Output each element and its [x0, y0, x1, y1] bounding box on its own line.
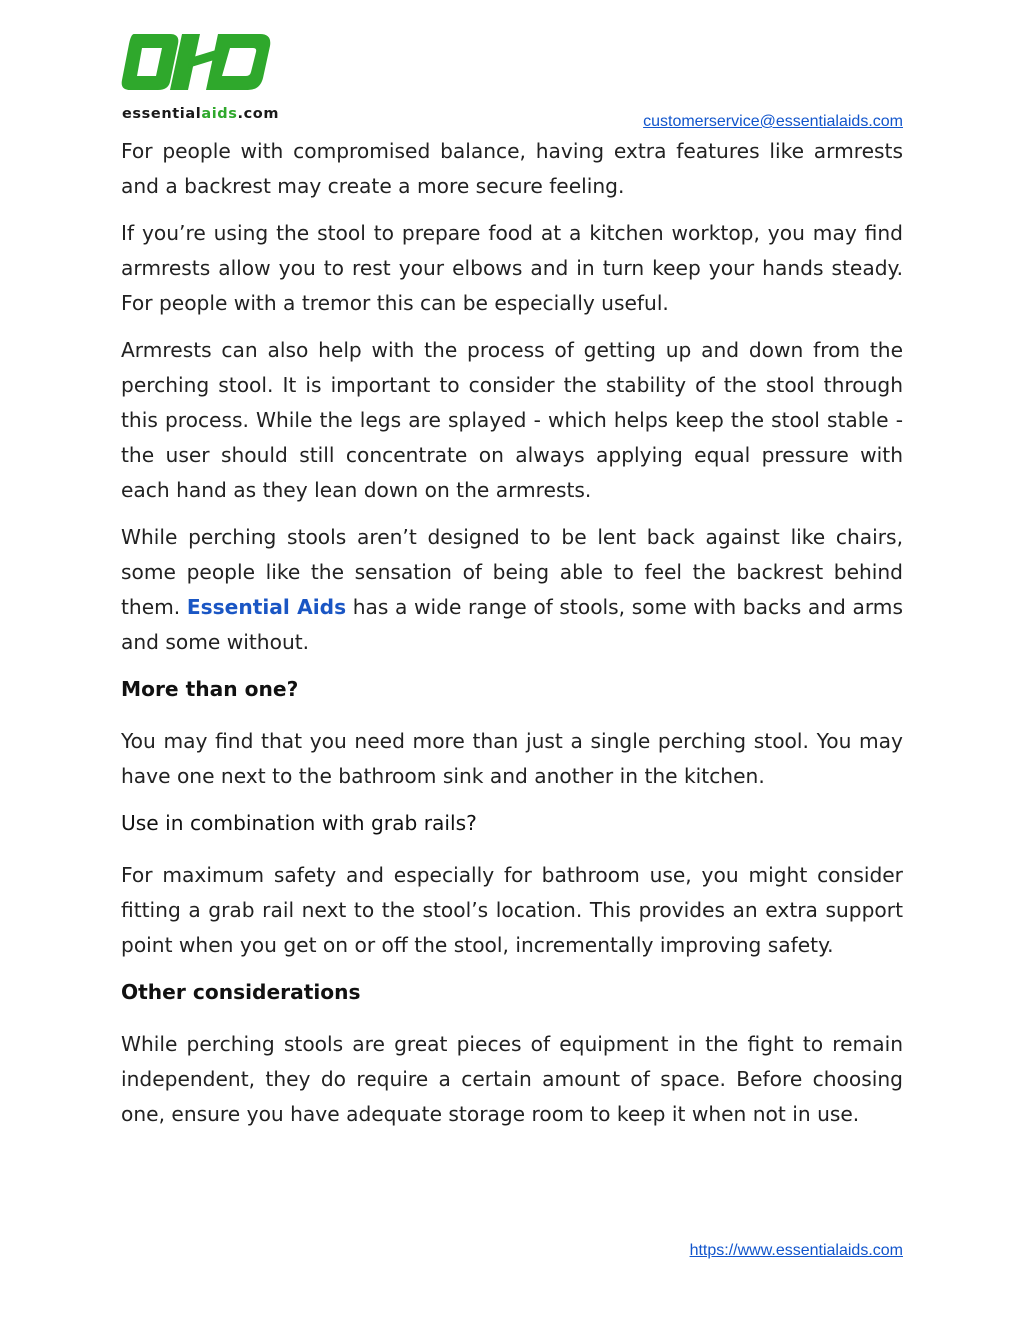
- customer-service-email-link[interactable]: customerservice@essentialaids.com: [643, 113, 903, 130]
- paragraph-backrest-start: While perching stools aren’t designed to be lent back against like chairs, some people like the sensation of being able to feel the backrest behind them.: [121, 525, 903, 619]
- essentialaids-logo: [120, 28, 300, 128]
- document-body: [121, 134, 903, 1144]
- paragraph-more-than-one: You may find that you need more than just a single perching stool. You may have one next to the bathroom sink and another in the kitchen.: [121, 729, 903, 788]
- paragraph-backrest-end: has a wide range of stools, some with backs and arms and some without.: [121, 595, 903, 654]
- essential-aids-link[interactable]: Essential Aids: [186, 595, 347, 619]
- logo-text-prefix: essential: [122, 106, 202, 122]
- paragraph-balance: For people with compromised balance, having extra features like armrests and a backrest may create a more secure feeling.: [121, 139, 903, 198]
- heading-grab-rails: Use in combination with grab rails?: [121, 811, 477, 835]
- paragraph-backrest: [121, 520, 903, 660]
- logo-wordmark: [122, 106, 279, 122]
- paragraph-grab-rails: For maximum safety and especially for bathroom use, you might consider fitting a grab rail next to the stool’s location. This provides an extra support point when you get on or off the stool, incrementally improving safety.: [121, 863, 903, 957]
- paragraph-kitchen-worktop: If you’re using the stool to prepare food at a kitchen worktop, you may find armrests allow you to rest your elbows and in turn keep your hands steady. For people with a tremor this can be especially useful.: [121, 221, 903, 315]
- heading-other-considerations: Other considerations: [121, 980, 361, 1004]
- logo-text-suffix: .com: [237, 106, 280, 122]
- website-url-link[interactable]: https://www.essentialaids.com: [689, 1242, 903, 1259]
- logo-text-accent: aids: [201, 106, 238, 122]
- paragraph-armrests-stability: Armrests can also help with the process of getting up and down from the perching stool. It is important to consider the stability of the stool through this process. While the legs are splayed - which helps keep the stool stable - the user should still concentrate on always applying equal pressure with each hand as they lean down on the armrests.: [121, 338, 903, 502]
- logo-mark-icon: [120, 28, 280, 94]
- heading-more-than-one: More than one?: [121, 677, 299, 701]
- paragraph-other-considerations: While perching stools are great pieces of equipment in the fight to remain independent, they do require a certain amount of space. Before choosing one, ensure you have adequate storage room to keep it when not in use.: [121, 1032, 903, 1126]
